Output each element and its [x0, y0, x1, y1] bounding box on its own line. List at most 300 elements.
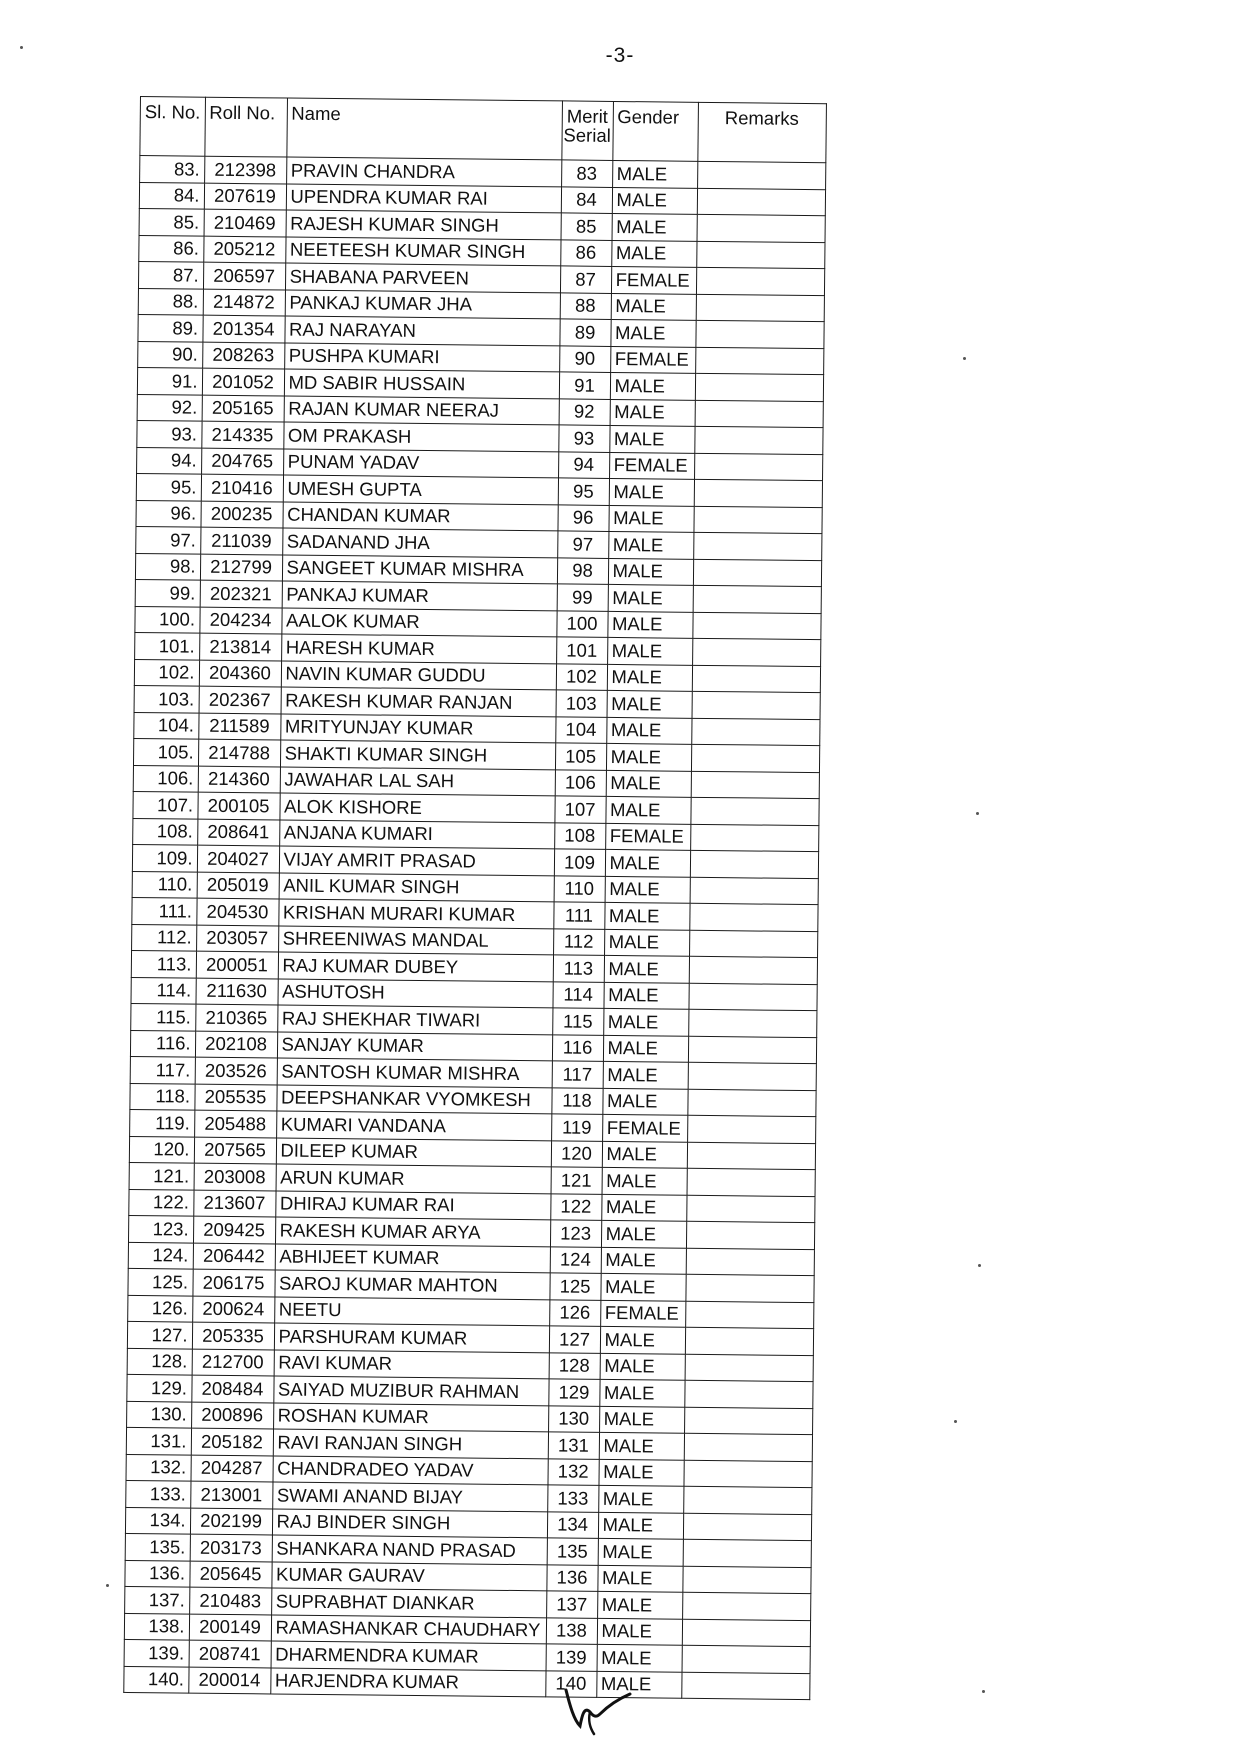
cell-merit-serial: 95 [558, 478, 609, 505]
cell-remarks [690, 877, 818, 905]
cell-remarks [695, 373, 823, 401]
cell-sl-no: 124. [128, 1242, 193, 1269]
cell-name: SANGEET KUMAR MISHRA [282, 555, 557, 584]
cell-merit-serial: 131 [548, 1432, 599, 1459]
cell-remarks [683, 1539, 811, 1567]
cell-name: MD SABIR HUSSAIN [284, 369, 559, 398]
cell-gender: MALE [607, 637, 692, 664]
cell-remarks [688, 1009, 816, 1037]
cell-merit-serial: 92 [559, 398, 610, 425]
cell-sl-no: 104. [134, 712, 199, 739]
cell-roll-no: 213001 [190, 1481, 272, 1508]
cell-gender: MALE [599, 1379, 684, 1406]
cell-roll-no: 212700 [192, 1349, 274, 1376]
cell-remarks [694, 453, 822, 481]
cell-sl-no: 102. [134, 659, 199, 686]
cell-roll-no: 202199 [190, 1508, 272, 1535]
cell-gender: MALE [606, 743, 691, 770]
scan-speck [982, 1690, 985, 1693]
cell-merit-serial: 103 [556, 690, 607, 717]
cell-gender: MALE [612, 187, 697, 214]
cell-name: RAJESH KUMAR SINGH [286, 210, 561, 239]
cell-name: RAJ KUMAR DUBEY [278, 952, 553, 981]
cell-merit-serial: 128 [549, 1352, 600, 1379]
cell-name: DILEEP KUMAR [276, 1137, 551, 1166]
cell-merit-serial: 134 [547, 1511, 598, 1538]
cell-remarks [691, 718, 819, 746]
cell-name: MRITYUNJAY KUMAR [280, 714, 555, 743]
cell-merit-serial: 139 [546, 1644, 597, 1671]
cell-merit-serial: 126 [549, 1299, 600, 1326]
cell-roll-no: 204287 [191, 1455, 273, 1482]
table-header-row [140, 97, 826, 163]
cell-merit-serial: 113 [553, 955, 604, 982]
cell-roll-no: 200235 [201, 501, 283, 528]
cell-roll-no: 210416 [201, 474, 283, 501]
cell-merit-serial: 110 [554, 875, 605, 902]
cell-name: HARESH KUMAR [281, 634, 556, 663]
cell-gender: MALE [609, 478, 694, 505]
cell-name: RAJ SHEKHAR TIWARI [277, 1005, 552, 1034]
cell-sl-no: 123. [128, 1215, 193, 1242]
cell-remarks [683, 1513, 811, 1541]
cell-name: SHREENIWAS MANDAL [278, 925, 553, 954]
cell-gender: MALE [608, 558, 693, 585]
cell-sl-no: 101. [135, 632, 200, 659]
cell-merit-serial: 99 [557, 584, 608, 611]
cell-name: ARUN KUMAR [276, 1164, 551, 1193]
cell-gender: MALE [598, 1512, 683, 1539]
cell-remarks [686, 1195, 814, 1223]
cell-merit-serial: 98 [557, 557, 608, 584]
cell-merit-serial: 124 [550, 1246, 601, 1273]
cell-roll-no: 200896 [191, 1402, 273, 1429]
header-merit-serial: Merit Serial [561, 101, 613, 161]
cell-remarks [687, 1089, 815, 1117]
cell-sl-no: 86. [139, 235, 204, 262]
cell-name: PARSHURAM KUMAR [274, 1323, 549, 1352]
cell-gender: MALE [605, 876, 690, 903]
cell-gender: FEMALE [611, 266, 696, 293]
cell-sl-no: 121. [129, 1162, 194, 1189]
cell-name: PUSHPA KUMARI [284, 343, 559, 372]
cell-merit-serial: 104 [555, 716, 606, 743]
cell-merit-serial: 127 [549, 1326, 600, 1353]
cell-sl-no: 99. [135, 579, 200, 606]
cell-roll-no: 208641 [197, 819, 279, 846]
cell-sl-no: 87. [138, 261, 203, 288]
cell-sl-no: 96. [136, 500, 201, 527]
cell-merit-serial: 97 [557, 531, 608, 558]
cell-roll-no: 212398 [204, 156, 286, 183]
cell-merit-serial: 117 [552, 1061, 603, 1088]
cell-sl-no: 91. [137, 367, 202, 394]
cell-sl-no: 128. [127, 1348, 192, 1375]
cell-merit-serial: 123 [550, 1220, 601, 1247]
cell-sl-no: 85. [139, 208, 204, 235]
cell-roll-no: 201354 [202, 315, 284, 342]
cell-roll-no: 212799 [200, 554, 282, 581]
cell-name: CHANDAN KUMAR [283, 502, 558, 531]
cell-gender: MALE [609, 425, 694, 452]
cell-name: UPENDRA KUMAR RAI [286, 184, 561, 213]
cell-gender: MALE [603, 1035, 688, 1062]
cell-remarks [685, 1354, 813, 1382]
cell-remarks [696, 241, 824, 269]
cell-gender: MALE [610, 319, 695, 346]
cell-sl-no: 90. [138, 341, 203, 368]
cell-sl-no: 106. [133, 765, 198, 792]
cell-merit-serial: 93 [558, 425, 609, 452]
cell-name: ANJANA KUMARI [279, 820, 554, 849]
scan-speck [976, 812, 979, 815]
cell-sl-no: 133. [126, 1480, 191, 1507]
cell-name: SHAKTI KUMAR SINGH [280, 740, 555, 769]
cell-roll-no: 205645 [189, 1561, 271, 1588]
cell-name: RAKESH KUMAR ARYA [275, 1217, 550, 1246]
cell-name: RAJ BINDER SINGH [272, 1508, 547, 1537]
cell-remarks [697, 188, 825, 216]
cell-sl-no: 119. [130, 1109, 195, 1136]
cell-name: KUMARI VANDANA [276, 1111, 551, 1140]
cell-sl-no: 127. [127, 1321, 192, 1348]
cell-remarks [696, 294, 824, 322]
cell-roll-no: 200051 [196, 951, 278, 978]
cell-name: SHABANA PARVEEN [285, 263, 560, 292]
cell-roll-no: 208263 [202, 342, 284, 369]
cell-gender: MALE [602, 1088, 687, 1115]
cell-roll-no: 208484 [191, 1375, 273, 1402]
cell-roll-no: 206175 [192, 1269, 274, 1296]
scan-speck [106, 1584, 109, 1587]
cell-roll-no: 200105 [197, 792, 279, 819]
cell-name: RAMASHANKAR CHAUDHARY [271, 1614, 546, 1643]
cell-remarks [688, 1036, 816, 1064]
cell-roll-no: 205165 [202, 395, 284, 422]
cell-remarks [682, 1592, 810, 1620]
cell-gender: MALE [599, 1406, 684, 1433]
cell-remarks [692, 638, 820, 666]
cell-gender: MALE [607, 611, 692, 638]
cell-gender: MALE [608, 505, 693, 532]
cell-gender: MALE [597, 1644, 682, 1671]
cell-gender: MALE [597, 1591, 682, 1618]
cell-remarks [692, 665, 820, 693]
cell-roll-no: 200014 [188, 1667, 270, 1694]
cell-name: ANIL KUMAR SINGH [279, 872, 554, 901]
cell-sl-no: 93. [137, 420, 202, 447]
cell-remarks [684, 1407, 812, 1435]
cell-gender: MALE [600, 1353, 685, 1380]
cell-name: PANKAJ KUMAR JHA [285, 290, 560, 319]
cell-name: SADANAND JHA [282, 528, 557, 557]
cell-name: KRISHAN MURARI KUMAR [278, 899, 553, 928]
cell-gender: FEMALE [602, 1114, 687, 1141]
cell-remarks [683, 1486, 811, 1514]
cell-name: NAVIN KUMAR GUDDU [281, 661, 556, 690]
cell-merit-serial: 122 [550, 1193, 601, 1220]
cell-roll-no: 211589 [198, 713, 280, 740]
merit-list-sheet [123, 96, 826, 1700]
cell-gender: MALE [608, 531, 693, 558]
cell-sl-no: 138. [124, 1613, 189, 1640]
cell-sl-no: 115. [131, 1003, 196, 1030]
cell-roll-no: 210469 [204, 209, 286, 236]
cell-remarks [690, 797, 818, 825]
cell-roll-no: 202367 [199, 686, 281, 713]
cell-merit-serial: 87 [560, 266, 611, 293]
cell-merit-serial: 106 [555, 769, 606, 796]
cell-roll-no: 205212 [203, 236, 285, 263]
cell-merit-serial: 107 [554, 796, 605, 823]
cell-remarks [690, 850, 818, 878]
cell-remarks [693, 559, 821, 587]
cell-gender: MALE [604, 929, 689, 956]
cell-roll-no: 214872 [203, 289, 285, 316]
cell-gender: MALE [597, 1618, 682, 1645]
cell-roll-no: 200624 [192, 1296, 274, 1323]
header-name: Name [286, 98, 562, 160]
cell-merit-serial: 84 [561, 186, 612, 213]
cell-name: UMESH GUPTA [283, 475, 558, 504]
cell-name: ASHUTOSH [278, 978, 553, 1007]
cell-remarks [693, 506, 821, 534]
cell-merit-serial: 130 [548, 1405, 599, 1432]
cell-name: RAVI RANJAN SINGH [273, 1429, 548, 1458]
cell-sl-no: 103. [134, 685, 199, 712]
cell-remarks [684, 1460, 812, 1488]
cell-gender: FEMALE [600, 1300, 685, 1327]
cell-gender: MALE [612, 160, 697, 187]
cell-roll-no: 214360 [198, 766, 280, 793]
cell-sl-no: 84. [139, 182, 204, 209]
cell-sl-no: 111. [132, 897, 197, 924]
cell-roll-no: 205488 [194, 1110, 276, 1137]
cell-remarks [687, 1142, 815, 1170]
cell-merit-serial: 88 [560, 292, 611, 319]
cell-remarks [689, 956, 817, 984]
cell-sl-no: 110. [132, 871, 197, 898]
cell-sl-no: 105. [133, 738, 198, 765]
cell-remarks [689, 903, 817, 931]
header-remarks: Remarks [697, 102, 826, 162]
cell-sl-no: 136. [125, 1560, 190, 1587]
cell-remarks [688, 983, 816, 1011]
cell-name: SWAMI ANAND BIJAY [272, 1482, 547, 1511]
cell-merit-serial: 118 [551, 1087, 602, 1114]
cell-name: HARJENDRA KUMAR [270, 1667, 545, 1696]
cell-sl-no: 137. [125, 1586, 190, 1613]
cell-merit-serial: 102 [556, 663, 607, 690]
cell-roll-no: 213814 [199, 633, 281, 660]
cell-remarks [682, 1619, 810, 1647]
cell-sl-no: 117. [130, 1056, 195, 1083]
cell-gender: MALE [606, 717, 691, 744]
cell-name: CHANDRADEO YADAV [273, 1455, 548, 1484]
cell-merit-serial: 133 [547, 1485, 598, 1512]
cell-roll-no: 202321 [200, 580, 282, 607]
cell-name: NEETU [274, 1296, 549, 1325]
cell-sl-no: 118. [130, 1083, 195, 1110]
cell-roll-no: 214788 [198, 739, 280, 766]
cell-merit-serial: 101 [556, 637, 607, 664]
cell-roll-no: 211039 [200, 527, 282, 554]
cell-gender: FEMALE [610, 346, 695, 373]
cell-sl-no: 88. [138, 288, 203, 315]
cell-gender: MALE [600, 1273, 685, 1300]
cell-merit-serial: 89 [559, 319, 610, 346]
cell-roll-no: 210483 [189, 1587, 271, 1614]
scan-speck [20, 46, 23, 49]
cell-roll-no: 203173 [190, 1534, 272, 1561]
cell-sl-no: 98. [135, 553, 200, 580]
signature-mark [560, 1676, 636, 1736]
cell-remarks [695, 320, 823, 348]
cell-roll-no: 203008 [194, 1163, 276, 1190]
cell-merit-serial: 91 [559, 372, 610, 399]
cell-name: RAJ NARAYAN [284, 316, 559, 345]
cell-gender: MALE [607, 690, 692, 717]
scan-speck [978, 1264, 981, 1267]
cell-sl-no: 109. [132, 844, 197, 871]
cell-remarks [695, 347, 823, 375]
cell-merit-serial: 85 [561, 213, 612, 240]
cell-name: SAROJ KUMAR MAHTON [274, 1270, 549, 1299]
cell-merit-serial: 137 [546, 1591, 597, 1618]
cell-name: RAVI KUMAR [274, 1349, 549, 1378]
cell-merit-serial: 100 [556, 610, 607, 637]
cell-roll-no: 214335 [201, 421, 283, 448]
cell-roll-no: 211630 [196, 978, 278, 1005]
cell-remarks [682, 1566, 810, 1594]
cell-merit-serial: 136 [546, 1564, 597, 1591]
cell-gender: MALE [602, 1141, 687, 1168]
cell-name: OM PRAKASH [283, 422, 558, 451]
cell-sl-no: 113. [131, 950, 196, 977]
cell-gender: MALE [602, 1167, 687, 1194]
cell-sl-no: 129. [127, 1374, 192, 1401]
cell-name: VIJAY AMRIT PRASAD [279, 846, 554, 875]
cell-sl-no: 107. [133, 791, 198, 818]
cell-gender: MALE [605, 796, 690, 823]
cell-merit-serial: 120 [551, 1140, 602, 1167]
cell-name: NEETEESH KUMAR SINGH [285, 237, 560, 266]
cell-sl-no: 125. [128, 1268, 193, 1295]
header-sl-no: Sl. No. [140, 97, 205, 157]
cell-roll-no: 201052 [202, 368, 284, 395]
cell-sl-no: 108. [133, 818, 198, 845]
cell-sl-no: 131. [126, 1427, 191, 1454]
cell-gender: MALE [608, 584, 693, 611]
cell-merit-serial: 125 [549, 1273, 600, 1300]
cell-roll-no: 200149 [189, 1614, 271, 1641]
cell-gender: MALE [598, 1538, 683, 1565]
cell-sl-no: 100. [135, 606, 200, 633]
cell-roll-no: 204530 [196, 898, 278, 925]
cell-remarks [693, 532, 821, 560]
cell-merit-serial: 140 [545, 1670, 596, 1697]
cell-name: RAJAN KUMAR NEERAJ [284, 396, 559, 425]
cell-remarks [685, 1274, 813, 1302]
cell-name: ROSHAN KUMAR [273, 1402, 548, 1431]
merit-list-table [123, 96, 826, 1700]
cell-name: PRAVIN CHANDRA [286, 157, 561, 186]
cell-remarks [691, 771, 819, 799]
cell-gender: MALE [597, 1565, 682, 1592]
cell-remarks [689, 930, 817, 958]
scan-speck [963, 357, 966, 360]
cell-name: KUMAR GAURAV [271, 1561, 546, 1590]
cell-gender: MALE [603, 1061, 688, 1088]
cell-name: ABHIJEET KUMAR [275, 1243, 550, 1272]
cell-name: PANKAJ KUMAR [282, 581, 557, 610]
cell-roll-no: 209425 [193, 1216, 275, 1243]
cell-remarks [695, 400, 823, 428]
cell-remarks [696, 267, 824, 295]
cell-merit-serial: 112 [553, 928, 604, 955]
cell-merit-serial: 135 [547, 1538, 598, 1565]
cell-roll-no: 205182 [191, 1428, 273, 1455]
cell-name: DHARMENDRA KUMAR [271, 1641, 546, 1670]
cell-merit-serial: 94 [558, 451, 609, 478]
cell-gender: MALE [599, 1432, 684, 1459]
cell-remarks [692, 612, 820, 640]
cell-roll-no: 207565 [194, 1137, 276, 1164]
cell-merit-serial: 114 [553, 981, 604, 1008]
cell-sl-no: 135. [125, 1533, 190, 1560]
cell-roll-no: 208741 [189, 1640, 271, 1667]
cell-sl-no: 132. [126, 1454, 191, 1481]
cell-merit-serial: 121 [551, 1167, 602, 1194]
cell-merit-serial: 108 [554, 822, 605, 849]
cell-roll-no: 203057 [196, 925, 278, 952]
cell-gender: MALE [600, 1326, 685, 1353]
cell-sl-no: 97. [136, 526, 201, 553]
cell-gender: MALE [611, 240, 696, 267]
cell-name: DHIRAJ KUMAR RAI [275, 1190, 550, 1219]
cell-sl-no: 95. [136, 473, 201, 500]
cell-gender: MALE [610, 399, 695, 426]
cell-gender: MALE [605, 849, 690, 876]
cell-merit-serial: 138 [546, 1617, 597, 1644]
header-gender: Gender [612, 101, 698, 161]
cell-name: PUNAM YADAV [283, 449, 558, 478]
cell-remarks [685, 1327, 813, 1355]
cell-remarks [684, 1380, 812, 1408]
cell-sl-no: 139. [124, 1639, 189, 1666]
cell-gender: MALE [599, 1459, 684, 1486]
cell-name: SUPRABHAT DIANKAR [271, 1588, 546, 1617]
page-number: -3- [605, 44, 635, 67]
cell-name: SANJAY KUMAR [277, 1031, 552, 1060]
cell-roll-no: 210365 [195, 1004, 277, 1031]
table-body [124, 156, 826, 1700]
cell-sl-no: 116. [130, 1030, 195, 1057]
cell-roll-no: 205335 [192, 1322, 274, 1349]
cell-remarks [681, 1672, 809, 1700]
cell-remarks [697, 214, 825, 242]
cell-merit-serial: 132 [548, 1458, 599, 1485]
cell-sl-no: 83. [140, 156, 205, 183]
cell-merit-serial: 105 [555, 743, 606, 770]
cell-remarks [694, 479, 822, 507]
cell-sl-no: 92. [137, 394, 202, 421]
cell-sl-no: 130. [127, 1401, 192, 1428]
cell-name: AALOK KUMAR [281, 608, 556, 637]
cell-sl-no: 114. [131, 977, 196, 1004]
cell-sl-no: 126. [128, 1295, 193, 1322]
cell-gender: FEMALE [609, 452, 694, 479]
